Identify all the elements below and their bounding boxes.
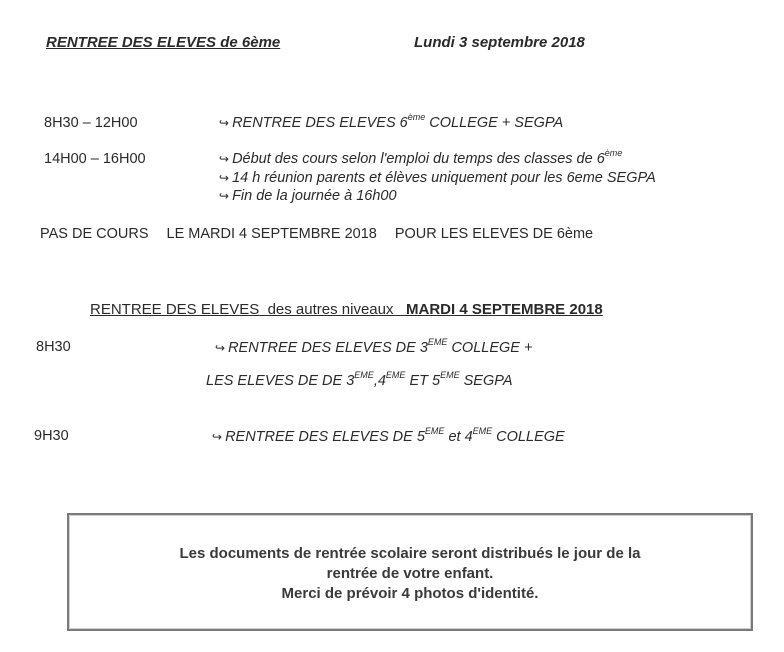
hook-arrow-icon: ↪ [219, 189, 230, 203]
notice-line: Merci de prévoir 4 photos d'identité. [281, 585, 539, 602]
page-date: Lundi 3 septembre 2018 [414, 34, 585, 51]
hook-arrow-icon: ↪ [219, 116, 230, 130]
hook-arrow-icon: ↪ [219, 152, 230, 166]
schedule-line: ↪ Début des cours selon l'emploi du temps des classes de 6ème [219, 148, 623, 167]
page-title: RENTREE DES ELEVES de 6ème [46, 34, 281, 51]
time-slot-morning: 8H30 – 12H00 [44, 115, 138, 131]
notice-line: rentrée de votre enfant. [326, 565, 494, 582]
hook-arrow-icon: ↪ [215, 341, 226, 355]
notice-line: Les documents de rentrée scolaire seront distribués le jour de la [179, 545, 641, 562]
schedule-line: ↪ 14 h réunion parents et élèves uniquement pour les 6eme SEGPA [219, 170, 656, 186]
no-class-notice: PAS DE COURS LE MARDI 4 SEPTEMBRE 2018 POUR LES ELEVES DE 6ème [40, 226, 594, 242]
hook-arrow-icon: ↪ [219, 171, 230, 185]
time-slot-830: 8H30 [36, 339, 71, 355]
schedule-line: LES ELEVES DE DE 3EME,4EME ET 5EME SEGPA [206, 370, 513, 389]
schedule-line: ↪ Fin de la journée à 16h00 [219, 188, 397, 204]
notice-box [67, 513, 753, 631]
schedule-line: ↪ RENTREE DES ELEVES 6ème COLLEGE + SEGPA [219, 112, 564, 131]
hook-arrow-icon: ↪ [212, 430, 223, 444]
time-slot-930: 9H30 [34, 428, 69, 444]
section-title: RENTREE DES ELEVES des autres niveaux MARDI 4 SEPTEMBRE 2018 [90, 301, 603, 318]
time-slot-afternoon: 14H00 – 16H00 [44, 151, 146, 167]
schedule-line: ↪ RENTREE DES ELEVES DE 3EME COLLEGE + [215, 337, 533, 356]
schedule-line: ↪ RENTREE DES ELEVES DE 5EME et 4EME COLLEGE [212, 426, 565, 445]
